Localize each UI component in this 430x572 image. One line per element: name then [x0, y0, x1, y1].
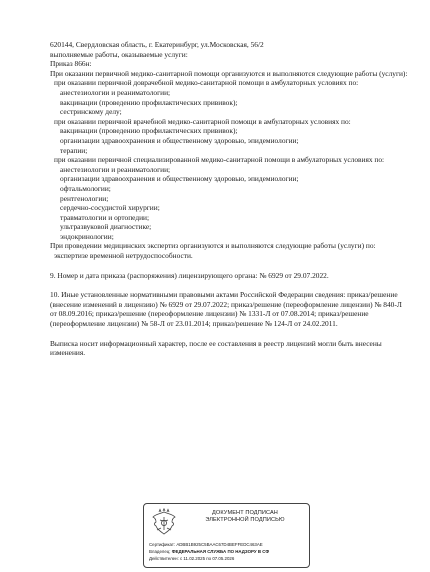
- list-item: сердечно-сосудистой хирургии;: [60, 203, 160, 213]
- list-item: рентгенологии;: [60, 193, 109, 203]
- validity-line: Действителен: с 11.02.2025 по 07.05.2026: [149, 556, 235, 562]
- section-header: при оказании первичной врачебной медико-санитарной помощи в амбулаторных условиях по:: [54, 116, 351, 126]
- additional-info-paragraph: 10. Иные установленные нормативными правовыми актами Российской Федерации сведения: приказ/решение (внесение изменений в лицензию) № 6929 от 29.07.2022; приказ/решение (переоформление лицензии) № 840-Л от 08.09.2016; приказ/решение (переоформление лицензии) № 1331-Л от 07.08.2014; приказ/решение (переоформление лицензии) № 58-Л от 23.01.2014; приказ/решение № 124-Л от 24.02.2011.: [50, 290, 402, 329]
- order-number-paragraph: 9. Номер и дата приказа (распоряжения) лицензирующего органа: № 6929 от 29.07.2022.: [50, 270, 329, 280]
- primary-care-intro: При оказании первичной медико-санитарной помощи организуются и выполняются следующие работы (услуги):: [50, 68, 408, 78]
- owner-line: Владелец: ФЕДЕРАЛЬНАЯ СЛУЖБА ПО НАДЗОРУ В СФ: [149, 549, 270, 555]
- order-reference: Приказ 866н:: [50, 59, 92, 69]
- list-item: экспертизе временной нетрудоспособности.: [54, 251, 193, 261]
- owner-value: ФЕДЕРАЛЬНАЯ СЛУЖБА ПО НАДЗОРУ В СФ: [171, 549, 270, 555]
- coat-of-arms-icon: [150, 508, 178, 538]
- address: 620144, Свердловская область, г. Екатеринбург, ул.Московская, 56/2: [50, 40, 264, 49]
- list-item: терапии;: [60, 145, 88, 155]
- list-item: организации здравоохранения и общественному здоровью, эпидемиологии;: [60, 174, 299, 184]
- section-header: при оказании первичной доврачебной медико-санитарной помощи в амбулаторных условиях по:: [54, 78, 359, 88]
- list-item: сестринскому делу;: [60, 107, 122, 117]
- list-item: анестезиологии и реаниматологии;: [60, 87, 171, 97]
- extract-document: [50, 40, 410, 358]
- list-item: травматологии и ортопедии;: [60, 212, 150, 222]
- list-item: вакцинации (проведению профилактических прививок);: [60, 126, 238, 136]
- certificate-line: Сертификат: ADBB1B925C5BAAC67D4BEFFEDC463AE: [149, 542, 263, 547]
- list-item: эндокринологии;: [60, 231, 114, 241]
- list-item: организации здравоохранения и общественному здоровью, эпидемиологии;: [60, 135, 299, 145]
- validity-value: с 11.02.2025 по 07.05.2026: [180, 556, 235, 562]
- disclaimer-note: Выписка носит информационный характер, после ее составления в реестр лицензий могли быть внесены изменения.: [50, 338, 382, 358]
- list-item: ультразвуковой диагностике;: [60, 222, 152, 232]
- certificate-value: ADBB1B925C5BAAC67D4BEFFEDC463AE: [176, 542, 263, 547]
- expertise-intro: При проведении медицинских экспертиз организуются и выполняются следующие работы (услуги) по:: [50, 241, 376, 251]
- signature-details: [149, 541, 309, 563]
- signature-title: ДОКУМЕНТ ПОДПИСАН ЭЛЕКТРОННОЙ ПОДПИСЬЮ: [205, 510, 285, 523]
- electronic-signature-stamp: [143, 503, 310, 568]
- list-item: вакцинации (проведению профилактических прививок);: [60, 97, 238, 107]
- list-item: анестезиологии и реаниматологии;: [60, 164, 171, 174]
- section-header: при оказании первичной специализированной медико-санитарной помощи в амбулаторных условиях по:: [54, 155, 385, 165]
- list-item: офтальмологии;: [60, 183, 111, 193]
- works-heading: выполняемые работы, оказываемые услуги:: [50, 49, 188, 59]
